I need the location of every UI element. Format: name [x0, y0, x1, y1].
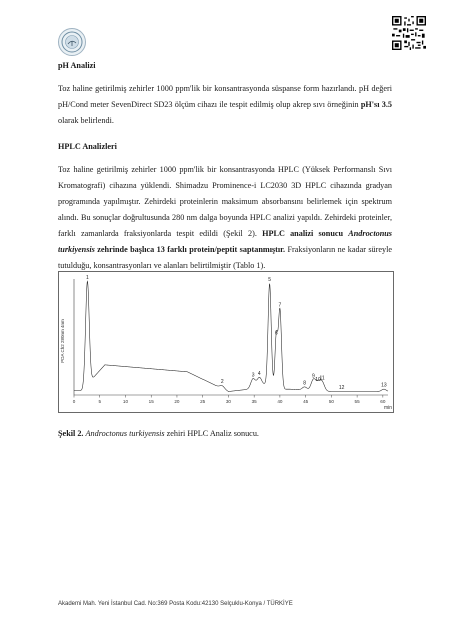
peak-label: 9: [311, 373, 315, 380]
hplc-paragraph: [58, 162, 392, 274]
x-tick-label: 35: [251, 399, 257, 404]
peak-label: 13: [381, 382, 387, 389]
caption-species: Androctonus turkiyensis: [85, 429, 165, 438]
scorpion-emblem-icon: [61, 31, 83, 53]
x-tick-label: 55: [354, 399, 360, 404]
institution-logo: [58, 28, 86, 56]
x-tick-label: 5: [98, 399, 102, 404]
article-body: [58, 58, 392, 274]
peak-label: 4: [257, 371, 261, 378]
hplc-chromatogram: [58, 271, 394, 413]
x-tick-label: 60: [380, 399, 386, 404]
ph-section-heading: pH Analizi: [58, 61, 96, 70]
page-footer: Akademi Mah. Yeni İstanbul Cad. No:369 Posta Kodu:42130 Selçuklu-Konya / TÜRKİYE: [58, 601, 293, 607]
hplc-text-end: Fraksiyonların ne kadar süreyle tutulduğu, konsantrasyonları ve alanları belirtilmiştir (Tablo 1).: [58, 245, 393, 270]
caption-text: zehiri HPLC Analiz sonucu.: [164, 429, 259, 438]
x-tick-label: 45: [303, 399, 309, 404]
hplc-section-heading: HPLC Analizleri: [58, 142, 117, 151]
hplc-result-b: zehrinde başlıca 13 farklı protein/peptit saptanmıştır.: [94, 245, 286, 254]
peak-label: 10: [315, 376, 321, 383]
x-tick-label: 15: [148, 399, 154, 404]
ph-paragraph: [58, 81, 392, 129]
y-axis-label: PDA Ch2 280nm 4nm: [60, 319, 65, 363]
peak-label: 2: [220, 379, 224, 386]
peak-label: 3: [251, 372, 255, 379]
x-tick-label: 10: [122, 399, 129, 404]
hplc-species: Androctonus turkiyensis: [58, 229, 392, 254]
x-tick-label: 30: [225, 399, 231, 404]
x-tick-label: 40: [277, 399, 283, 404]
x-tick-label: 0: [72, 399, 76, 404]
hplc-result-a: HPLC analizi sonucu: [262, 229, 349, 238]
peak-label: 7: [278, 302, 282, 309]
x-axis-label: min: [384, 405, 393, 411]
peak-label: 5: [268, 277, 271, 284]
x-tick-label: 25: [200, 399, 206, 404]
peak-label: 12: [338, 385, 345, 392]
ph-value: pH'sı 3.5: [360, 100, 392, 109]
x-tick-label: 20: [174, 399, 180, 404]
hplc-text: Toz haline getirilmiş zehirler 1000 ppm'lik bir konsantrasyonda HPLC (Yüksek Performanslı Sıvı Kromatografi) cihazına yüklendi. Shimadzu Prominence-i LC2030 3D HPLC cihazında gradyan programında yapılmıştır. Zehirdeki proteinlerin maksimum absorbansını belirlemek için spektrum alındı. Bu sonuçlar doğrultusunda 280 nm dalga boyunda HPLC analizi yapıldı. Zehirdeki proteinler, farklı zamanlarda fraksiyonlarda tespit edildi (Şekil 2).: [58, 165, 392, 238]
peak-label: 6: [274, 330, 278, 337]
figure-caption: [58, 428, 392, 440]
peak-label: 1: [85, 274, 89, 281]
peak-label: 8: [303, 380, 307, 387]
peak-label: 11: [319, 375, 325, 382]
x-tick-label: 50: [328, 399, 334, 404]
ph-text: Toz haline getirilmiş zehirler 1000 ppm'lik bir konsantrasyonda süspanse form hazırlandı. pH değeri pH/Cond meter SevenDirect SD23 ölçüm cihazı ile tespit edilmiş olup akrep sıvı örneğinin: [58, 84, 392, 109]
caption-label: Şekil 2.: [58, 429, 84, 438]
ph-text-end: olarak belirlendi.: [58, 116, 114, 125]
qr-code[interactable]: [392, 16, 426, 50]
